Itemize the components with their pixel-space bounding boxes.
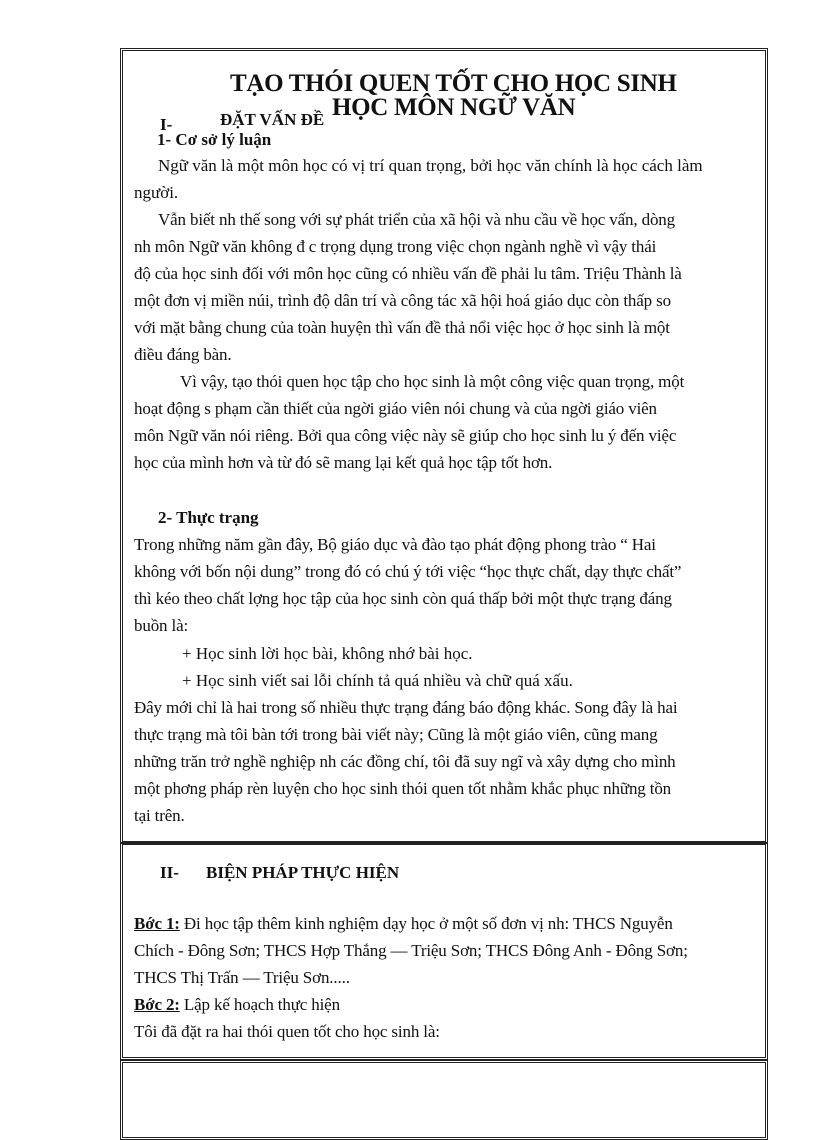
subsection1-heading: 1- Cơ sở lý luận [157,130,272,149]
section2-heading: BIỆN PHÁP THỰC HIỆN [206,863,400,882]
section1-heading: ĐẶT VẤN ĐỀ [220,110,325,129]
p4-line1: Trong những năm gần đây, Bộ giáo dục và đào tạo phát động phong trào “ Hai [134,535,656,554]
p3-line1: Vì vậy, tạo thói quen học tập cho học sinh là một công việc quan trọng, một [180,372,685,391]
step2-line [134,995,340,1015]
step1-line2: Chích - Đông Sơn; THCS Hợp Thắng — Triệu Sơn; THCS Đông Anh - Đông Sơn; [134,941,688,960]
p5-line2: thực trạng mà tôi bàn tới trong bài viết này; Cũng là một giáo viên, cũng mang [134,725,658,744]
step1-line3: THCS Thị Trấn — Triệu Sơn..... [134,968,350,987]
p3-line2: hoạt động s phạm cần thiết của ngời giáo viên nói chung và của ngời giáo viên [134,399,657,418]
p2-line3: độ của học sinh đối với môn học cũng có nhiều vấn đề phải lu tâm. Triệu Thành là [134,264,682,283]
page-title-line1: TẠO THÓI QUEN TỐT CHO HỌC SINH [230,70,677,97]
p1-line1: Ngữ văn là một môn học có vị trí quan trọng, bởi học văn chính là học cách làm [158,156,703,175]
section1-roman: I- [160,115,173,134]
step1-line1 [134,914,673,934]
p4-line2: không với bốn nội dung” trong đó có chú ý tới việc “học thực chất, dạy thực chất” [134,562,682,581]
p2-line2: nh môn Ngữ văn không đ c trọng dụng trong việc chọn ngành nghề vì vậy thái [134,237,657,256]
p4-line4: buồn là: [134,616,189,635]
step2-label: Bớc 2: [134,995,180,1014]
p2-line1: Vẫn biết nh thế song với sự phát triển của xã hội và nhu cầu về học vấn, dòng [158,210,675,229]
p2-line5: với mặt bằng chung của toàn huyện thì vấn đề thả nổi việc học ở học sinh là một [134,318,670,337]
bullet-item-1: + Học sinh lời học bài, không nhớ bài học. [182,644,473,663]
step2-text: Lập kế hoạch thực hiện [179,995,340,1014]
section2-roman: II- [160,863,179,882]
section3-border [120,1060,768,1140]
p3-line3: môn Ngữ văn nói riêng. Bởi qua công việc này sẽ giúp cho học sinh lu ý đến việc [134,426,677,445]
p2-line4: một đơn vị miền núi, trình độ dân trí và công tác xã hội hoá giáo dục còn thấp so [134,291,671,310]
p5-line4: một phơng pháp rèn luyện cho học sinh thói quen tốt nhằm khắc phục những tồn [134,779,672,798]
subsection2-heading: 2- Thực trạng [158,508,259,527]
p3-line4: học của mình hơn và từ đó sẽ mang lại kết quả học tập tốt hơn. [134,453,553,472]
bullet-item-2: + Học sinh viết sai lỗi chính tả quá nhiều và chữ quá xấu. [182,671,573,690]
p1-line2: người. [134,183,179,202]
page-title-line2: HỌC MÔN NGỮ VĂN [332,94,576,121]
step1-text: Đi học tập thêm kinh nghiệm dạy học ở một số đơn vị nh: THCS Nguyễn [179,914,673,933]
step1-label: Bớc 1: [134,914,180,933]
p4-line3: thì kéo theo chất lợng học tập của học sinh còn quá thấp bởi một thực trạng đáng [134,589,672,608]
p5-line3: những trăn trở nghề nghiệp nh các đồng chí, tôi đã suy ngĩ và xây dựng cho mình [134,752,676,771]
closing-line: Tôi đã đặt ra hai thói quen tốt cho học sinh là: [134,1022,440,1041]
p5-line1: Đây mới chỉ là hai trong số nhiều thực trạng đáng báo động khác. Song đây là hai [134,698,678,717]
p5-line5: tại trên. [134,806,185,825]
p2-line6: điều đáng bàn. [134,345,232,364]
